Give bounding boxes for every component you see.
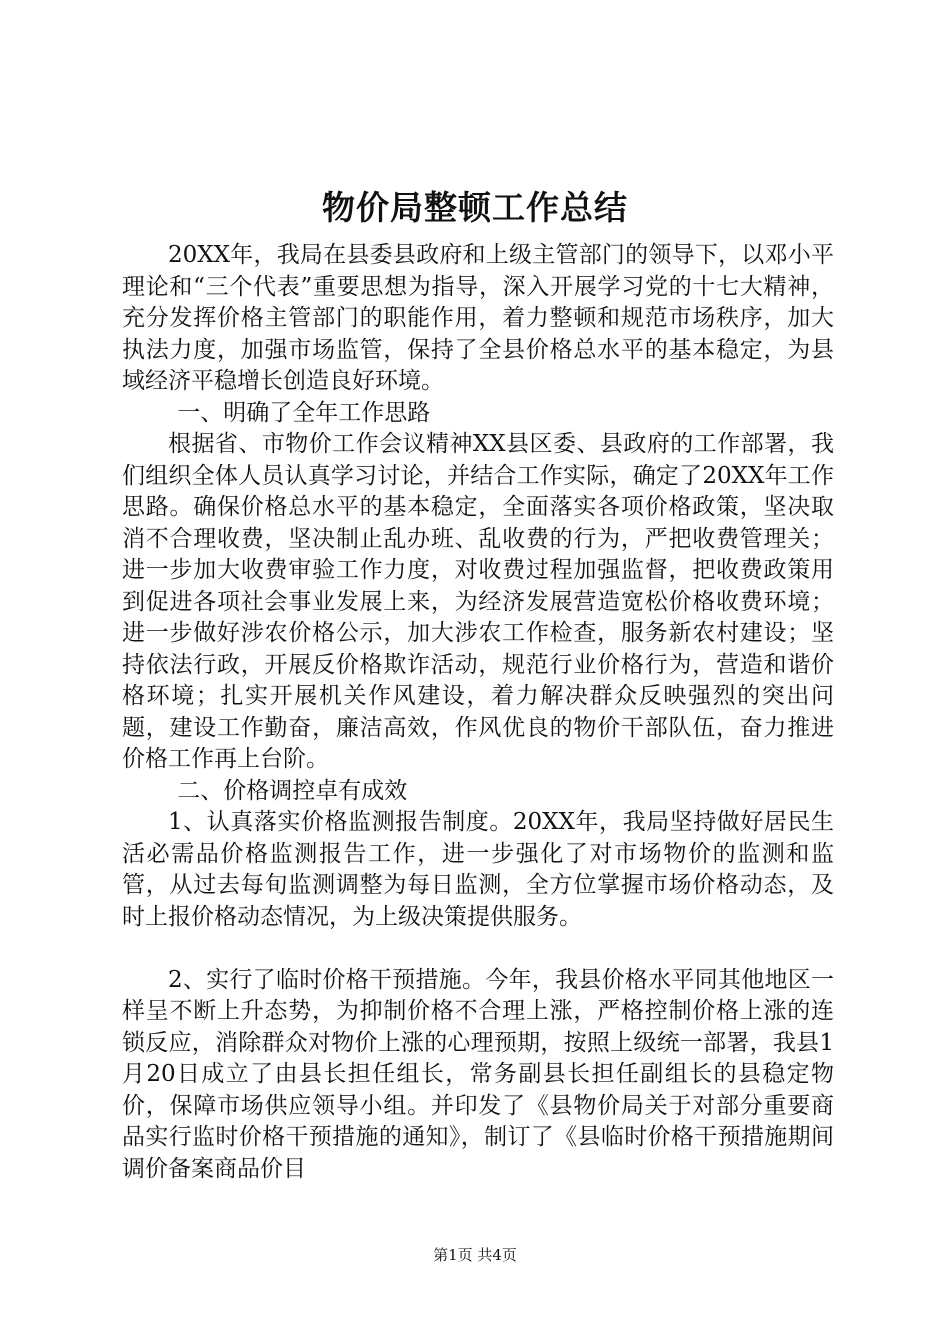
section-2-item-2: 2、实行了临时价格干预措施。今年，我县价格水平同其他地区一样呈不断上升态势，为抑制价格不合理上涨，严格控制价格上涨的连锁反应，消除群众对物价上涨的心理预期，按照上级统一部署，我县1月20日成立了由县长担任组长，常务副县长担任副组长的县稳定物价，保障市场供应领导小组。并印发了《县物价局关于对部分重要商品实行监时价格干预措施的通知》，制订了《县临时价格干预措施期间调价备案商品价目 — [122, 966, 834, 1182]
document-title: 物价局整顿工作总结 — [322, 188, 628, 227]
intro-paragraph: 20XX年，我局在县委县政府和上级主管部门的领导下，以邓小平理论和“三个代表”重要思想为指导，深入开展学习党的十七大精神，充分发挥价格主管部门的职能作用，着力整顿和规范市场秩序，加大执法力度，加强市场监管，保持了全县价格总水平的基本稳定，为县域经济平稳增长创造良好环境。 — [122, 242, 834, 394]
section-1-paragraph: 根据省、市物价工作会议精神XX县区委、县政府的工作部署，我们组织全体人员认真学习讨论，并结合工作实际，确定了20XX年工作思路。确保价格总水平的基本稳定，全面落实各项价格政策，坚决取消不合理收费，坚决制止乱办班、乱收费的行为，严把收费管理关；进一步加大收费审验工作力度，对收费过程加强监督，把收费政策用到促进各项社会事业发展上来，为经济发展营造宽松价格收费环境；进一步做好涉农价格公示，加大涉农工作检查，服务新农村建设；坚持依法行政，开展反价格欺诈活动，规范行业价格行为，营造和谐价格环境；扎实开展机关作风建设，着力解决群众反映强烈的突出问题，建设工作勤奋，廉洁高效，作风优良的物价干部队伍，奋力推进价格工作再上台阶。 — [122, 431, 834, 772]
section-heading-2: 二、价格调控卓有成效 — [177, 777, 408, 804]
page-footer: 第1页 共4页 — [433, 1246, 517, 1264]
document-body — [122, 240, 834, 1185]
section-heading-1: 一、明确了全年工作思路 — [177, 399, 431, 426]
section-2-item-1: 1、认真落实价格监测报告制度。20XX年，我局坚持做好居民生活必需品价格监测报告工作，进一步强化了对市场物价的监测和监管，从过去每旬监测调整为每日监测，全方位掌握市场价格动态，及时上报价格动态情况，为上级决策提供服务。 — [122, 809, 834, 930]
